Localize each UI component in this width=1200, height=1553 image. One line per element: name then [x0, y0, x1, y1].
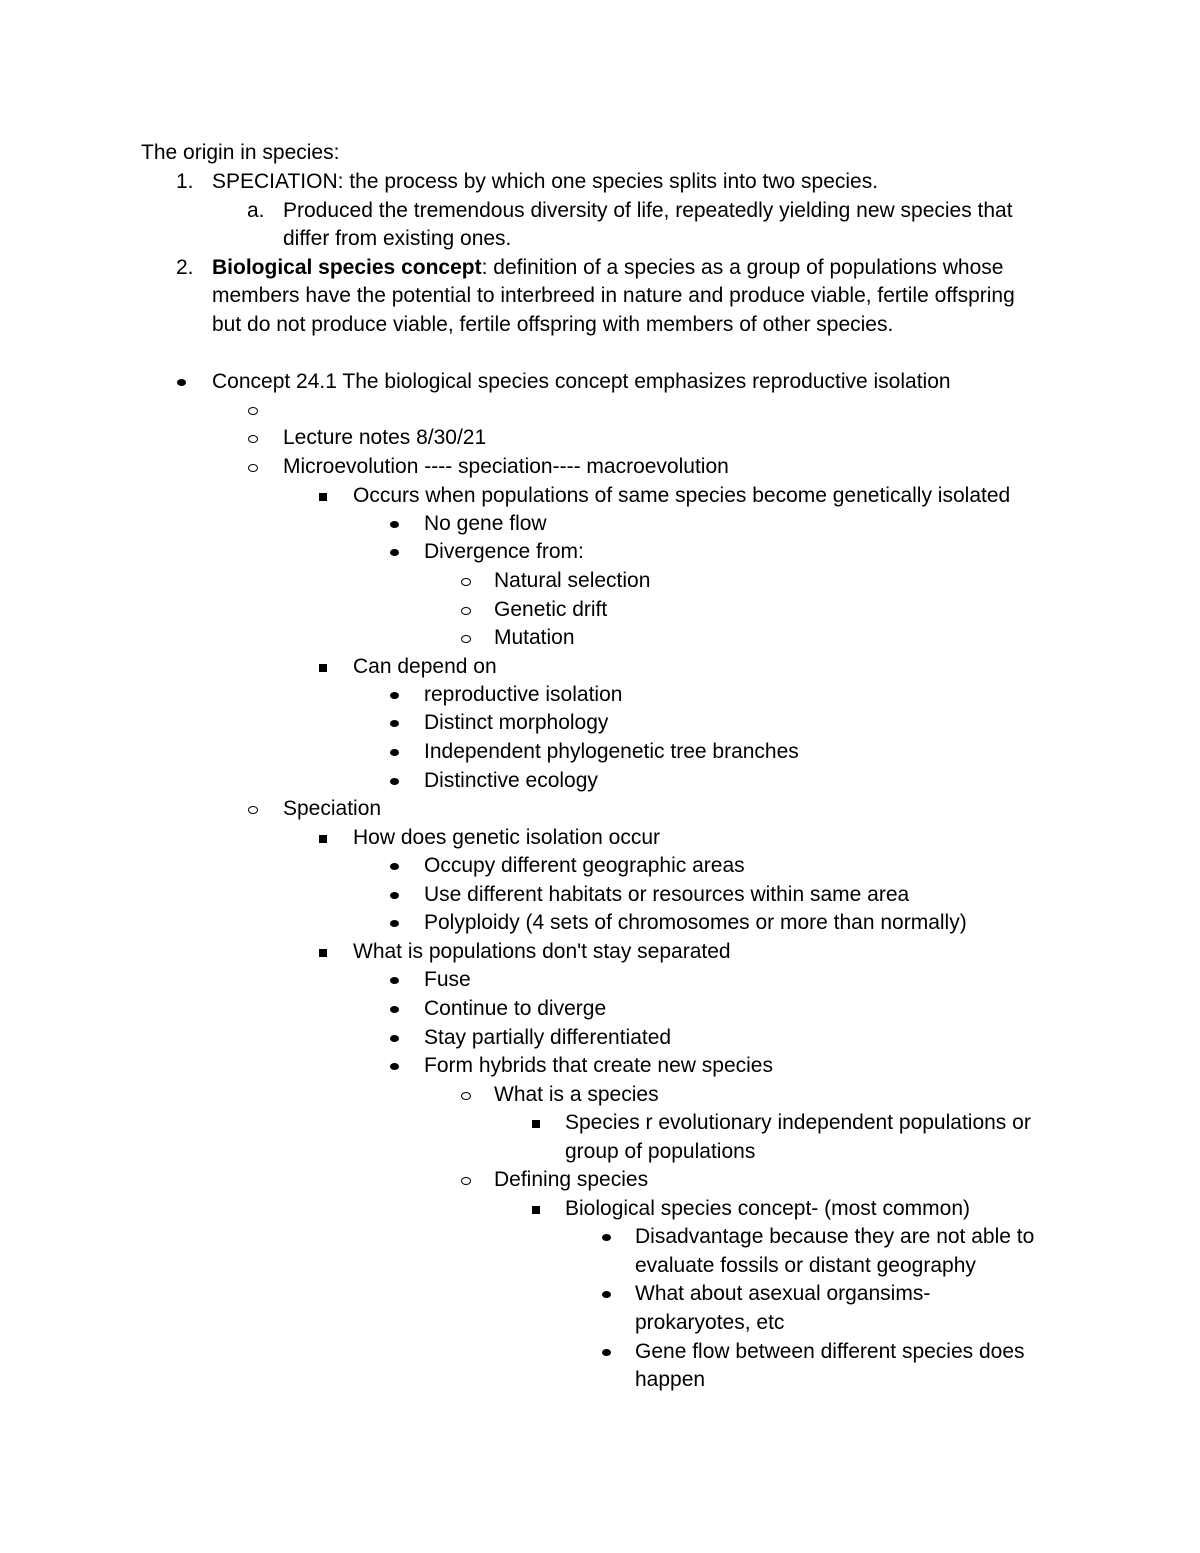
occupy-geographic-areas: Occupy different geographic areas [424, 854, 745, 877]
polyploidy: Polyploidy (4 sets of chromosomes or more than normally) [424, 911, 967, 934]
asexual-line1: What about asexual organsims- [635, 1282, 931, 1305]
how-does-isolation-occur: How does genetic isolation occur [353, 826, 661, 849]
bsc-definition-rest: : definition of a species as a group of populations whose [481, 256, 1004, 279]
asexual-line2: prokaryotes, etc [635, 1311, 785, 1334]
stay-partially-differentiated: Stay partially differentiated [424, 1026, 672, 1049]
list-number-2: 2. [176, 256, 194, 279]
bullet-square-icon [532, 1120, 540, 1128]
bullet-disc-icon [602, 1234, 611, 1241]
bullet-disc-icon [390, 892, 399, 899]
bullet-square-icon [319, 664, 327, 672]
defining-species: Defining species [494, 1168, 649, 1191]
speciation-detail-line2: differ from existing ones. [283, 227, 512, 250]
concept-24-1: Concept 24.1 The biological species concept emphasizes reproductive isolation [212, 370, 951, 393]
bullet-disc-icon [390, 778, 399, 785]
bullet-disc-icon [390, 863, 399, 870]
fuse: Fuse [424, 968, 471, 991]
independent-phylogenetic: Independent phylogenetic tree branches [424, 740, 799, 763]
species-r-line2: group of populations [565, 1140, 756, 1163]
distinctive-ecology: Distinctive ecology [424, 769, 598, 792]
bullet-disc-icon [390, 1035, 399, 1042]
bullet-disc-icon [390, 749, 399, 756]
form-hybrids: Form hybrids that create new species [424, 1054, 773, 1077]
distinct-morphology: Distinct morphology [424, 711, 609, 734]
what-is-populations: What is populations don't stay separated [353, 940, 731, 963]
lecture-notes: Lecture notes 8/30/21 [283, 426, 487, 449]
bullet-square-icon [319, 493, 327, 501]
species-r-line1: Species r evolutionary independent populations or [565, 1111, 1031, 1134]
bullet-circle-icon [248, 806, 258, 814]
bullet-disc-icon [390, 1006, 399, 1013]
genetic-drift: Genetic drift [494, 598, 608, 621]
bsc-most-common: Biological species concept- (most common) [565, 1197, 970, 1220]
bullet-disc-icon [390, 521, 399, 528]
bullet-circle-icon [461, 1092, 471, 1100]
bsc-definition-line2: members have the potential to interbreed in nature and produce viable, fertile offspring [212, 284, 1015, 307]
list-letter-a: a. [247, 199, 265, 222]
disadvantage-line2: evaluate fossils or distant geography [635, 1254, 976, 1277]
bullet-circle-icon [461, 1177, 471, 1185]
divergence-from: Divergence from: [424, 540, 584, 563]
bullet-disc-icon [390, 720, 399, 727]
bsc-definition-line3: but do not produce viable, fertile offspring with members of other species. [212, 313, 894, 336]
bullet-circle-icon [461, 578, 471, 586]
occurs-when: Occurs when populations of same species become genetically isolated [353, 484, 1011, 507]
gene-flow-line2: happen [635, 1368, 706, 1391]
bullet-disc-icon [602, 1349, 611, 1356]
can-depend-on: Can depend on [353, 655, 497, 678]
bullet-circle-icon [461, 607, 471, 615]
no-gene-flow: No gene flow [424, 512, 547, 535]
bullet-circle-icon [248, 435, 258, 443]
bullet-circle-icon [461, 635, 471, 643]
what-is-a-species: What is a species [494, 1083, 659, 1106]
mutation: Mutation [494, 626, 575, 649]
bullet-square-icon [319, 949, 327, 957]
bullet-circle-icon [248, 407, 258, 415]
bsc-definition-line1 [212, 254, 1003, 283]
micro-macro-evolution: Microevolution ---- speciation---- macroevolution [283, 455, 729, 478]
disadvantage-line1: Disadvantage because they are not able to [635, 1225, 1035, 1248]
bullet-disc-icon [602, 1291, 611, 1298]
bullet-disc-icon [390, 692, 399, 699]
bullet-disc-icon [390, 920, 399, 927]
bullet-disc-icon [177, 379, 186, 386]
list-number-1: 1. [176, 170, 194, 193]
bullet-square-icon [532, 1206, 540, 1214]
continue-to-diverge: Continue to diverge [424, 997, 607, 1020]
bullet-disc-icon [390, 549, 399, 556]
gene-flow-line1: Gene flow between different species does [635, 1340, 1025, 1363]
bullet-disc-icon [390, 1063, 399, 1070]
document-heading: The origin in species: [141, 141, 340, 164]
speciation-definition: SPECIATION: the process by which one species splits into two species. [212, 170, 879, 193]
bullet-circle-icon [248, 464, 258, 472]
use-different-habitats: Use different habitats or resources within same area [424, 883, 910, 906]
bsc-term: Biological species concept [212, 256, 482, 279]
natural-selection: Natural selection [494, 569, 651, 592]
bullet-disc-icon [390, 977, 399, 984]
bullet-square-icon [319, 835, 327, 843]
reproductive-isolation: reproductive isolation [424, 683, 623, 706]
speciation-heading: Speciation [283, 797, 382, 820]
speciation-detail-line1: Produced the tremendous diversity of life, repeatedly yielding new species that [283, 199, 1013, 222]
